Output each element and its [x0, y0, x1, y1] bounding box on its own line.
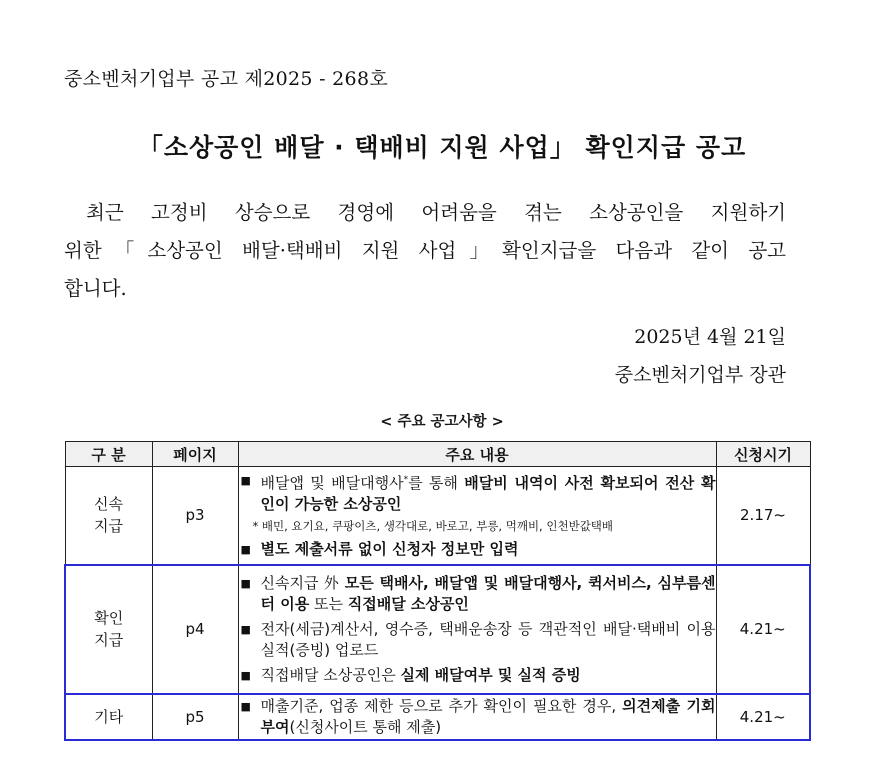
content-cell [238, 694, 716, 740]
category-text: 확인 [94, 609, 124, 627]
content-text: 또는 [309, 594, 348, 613]
content-text: 배달앱 및 배달대행사 [260, 474, 404, 493]
period-cell: 4.21~ [716, 694, 810, 740]
category-text: 지급 [94, 631, 124, 649]
header-category: 구 분 [65, 442, 152, 467]
body-line: 최근 고정비 상승으로 경영에 어려움을 겪는 소상공인을 지원하기 [86, 201, 786, 224]
footnote-text: * 배민, 요기요, 쿠팡이츠, 생각대로, 바로고, 부릉, 먹깨비, 인천반값택배 [252, 519, 614, 534]
content-item [239, 696, 716, 738]
content-text: 별도 제출서류 없이 신청자 정보만 입력 [260, 540, 519, 559]
page-cell: p4 [152, 565, 238, 694]
content-text: 직접배달 소상공인 [347, 594, 469, 613]
footnote-marker: * [403, 475, 409, 486]
content-text: 전자(세금)계산서, 영수증, 택배운송장 등 객관적인 배달·택배비 이용실적(증빙) 업로드 [260, 619, 716, 659]
content-cell [238, 467, 716, 565]
header-period: 신청시기 [716, 442, 810, 467]
notice-number: 중소벤처기업부 공고 제2025 - 268호 [64, 68, 388, 90]
content-item [239, 470, 716, 515]
content-text: 신속지급 外 [260, 573, 345, 592]
category-text: 기타 [94, 707, 124, 726]
square-bullet-icon: ■ [240, 622, 251, 636]
page-cell: p5 [152, 694, 238, 740]
body-line: 합니다. [64, 277, 127, 300]
content-text: 의견제출 기회 부여 [260, 696, 716, 736]
content-text: 매출기준, 업종 제한 등으로 추가 확인이 필요한 경우, [260, 696, 623, 715]
body-line: 위한「소상공인 배달·택배비 지원 사업」확인지급을 다음과 같이 공고 [64, 239, 786, 262]
square-bullet-icon: ■ [240, 699, 251, 713]
table-row [65, 467, 810, 565]
notice-date: 2025년 4월 21일 [634, 326, 786, 348]
table-body [65, 467, 810, 740]
content-cell [238, 565, 716, 694]
header-page: 페이지 [152, 442, 238, 467]
square-bullet-icon: ■ [240, 576, 251, 590]
content-text: 배달비 내역이 사전 확보되어 전산 확인이 가능한 소상공인 [260, 474, 716, 514]
content-text: 를 통해 [408, 474, 465, 493]
content-item [239, 573, 716, 615]
table-row [65, 565, 810, 694]
table-header-row [65, 442, 810, 467]
category-cell [65, 467, 152, 565]
category-text: 신속 [94, 495, 123, 514]
period-cell: 2.17~ [716, 467, 810, 565]
table-row [65, 694, 810, 740]
square-bullet-icon: ■ [240, 668, 251, 682]
content-item [239, 539, 716, 560]
header-content: 주요 내용 [238, 442, 716, 467]
square-bullet-icon: ■ [240, 474, 251, 488]
content-text: 실제 배달여부 및 실적 증빙 [400, 665, 581, 684]
category-text: 지급 [94, 517, 123, 536]
table-caption: < 주요 공고사항 > [380, 414, 504, 430]
content-item [239, 665, 716, 686]
content-text: 직접배달 소상공인은 [260, 665, 401, 684]
issuer-name: 중소벤처기업부 장관 [614, 364, 786, 386]
content-text: 모든 택배사, 배달앱 및 배달대행사, 퀵서비스, 심부름센터 이용 [260, 573, 716, 613]
content-item [239, 619, 716, 661]
notice-table [64, 441, 811, 741]
period-cell: 4.21~ [716, 565, 810, 694]
content-text: (신청사이트 통해 제출) [289, 717, 442, 736]
page-title: 「소상공인 배달 · 택배비 지원 사업」 확인지급 공고 [137, 133, 747, 162]
square-bullet-icon: ■ [240, 543, 251, 557]
notice-body [64, 194, 786, 308]
page-cell: p3 [152, 467, 238, 565]
category-cell [65, 565, 152, 694]
category-cell [65, 694, 152, 740]
